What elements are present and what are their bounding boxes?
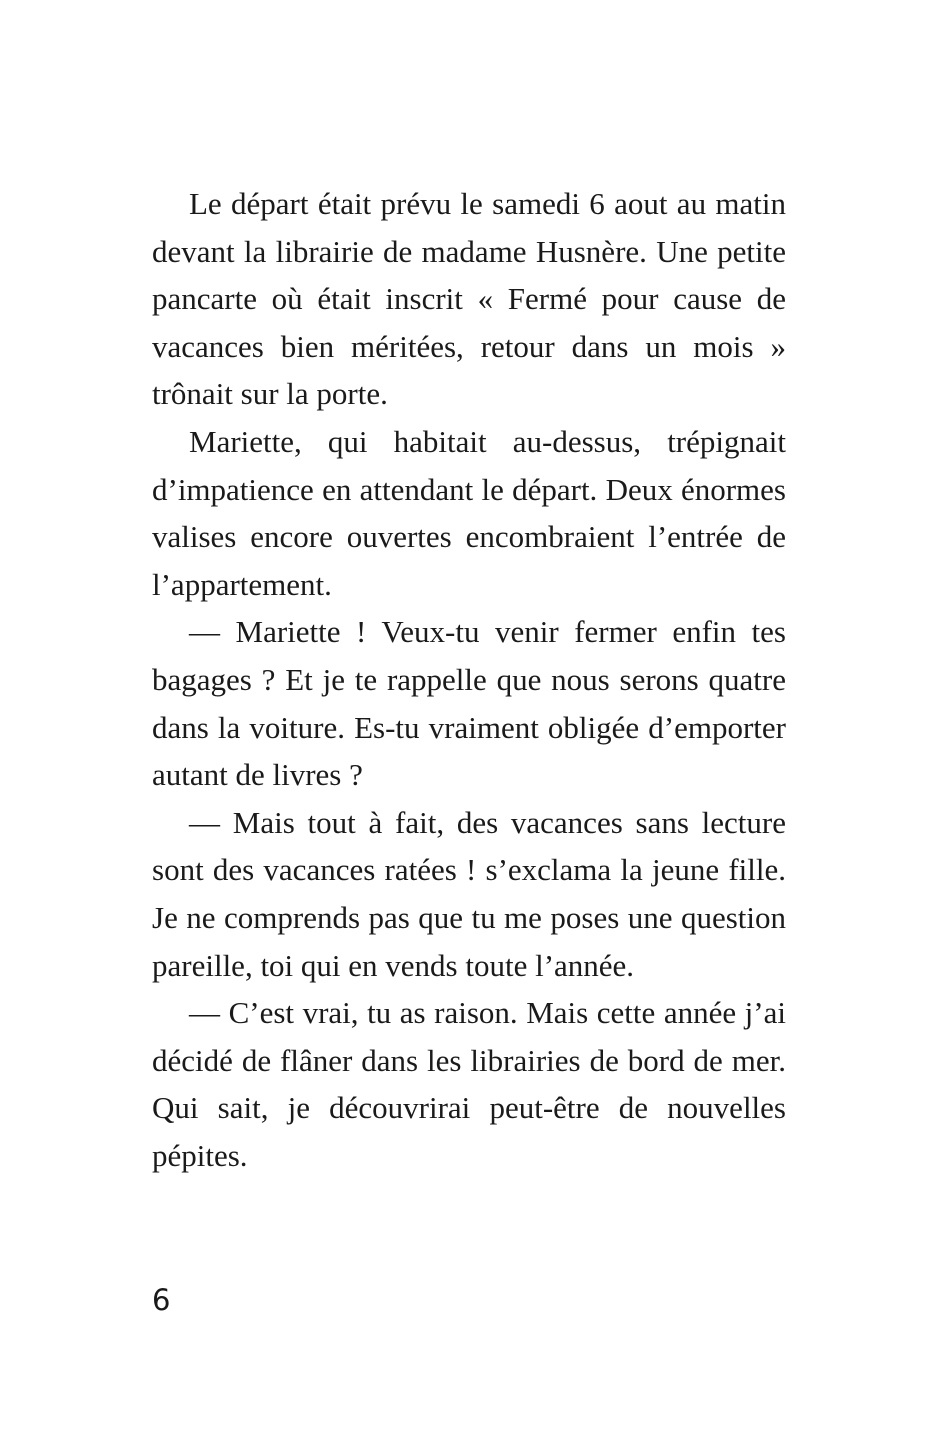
page-number: 6 bbox=[152, 1283, 171, 1317]
paragraph: — Mais tout à fait, des vacances sans lecture sont des vacances ratées ! s’exclama la jeune fille. Je ne comprends pas que tu me poses une question pareille, toi qui en vends toute l’année. bbox=[152, 804, 786, 983]
paragraph: — Mariette ! Veux-tu venir fermer enfin tes bagages ? Et je te rappelle que nous serons quatre dans la voiture. Es-tu vraiment obligée d’emporter autant de livres ? bbox=[152, 614, 786, 793]
body-text bbox=[152, 180, 786, 1179]
paragraph: — C’est vrai, tu as raison. Mais cette année j’ai décidé de flâner dans les librairies de bord de mer. Qui sait, je découvrirai peut-être de nouvelles pépites. bbox=[152, 995, 786, 1173]
paragraph: Mariette, qui habitait au-dessus, trépignait d’impatience en attendant le départ. Deux énormes valises encore ouvertes encombraient l’entrée de l’appartement. bbox=[152, 423, 786, 602]
paragraph: Le départ était prévu le samedi 6 aout au matin devant la librairie de madame Husnère. Une petite pancarte où était inscrit « Fermé pour cause de vacances bien méritées, retour dans un mois » trônait sur la porte. bbox=[152, 186, 786, 412]
